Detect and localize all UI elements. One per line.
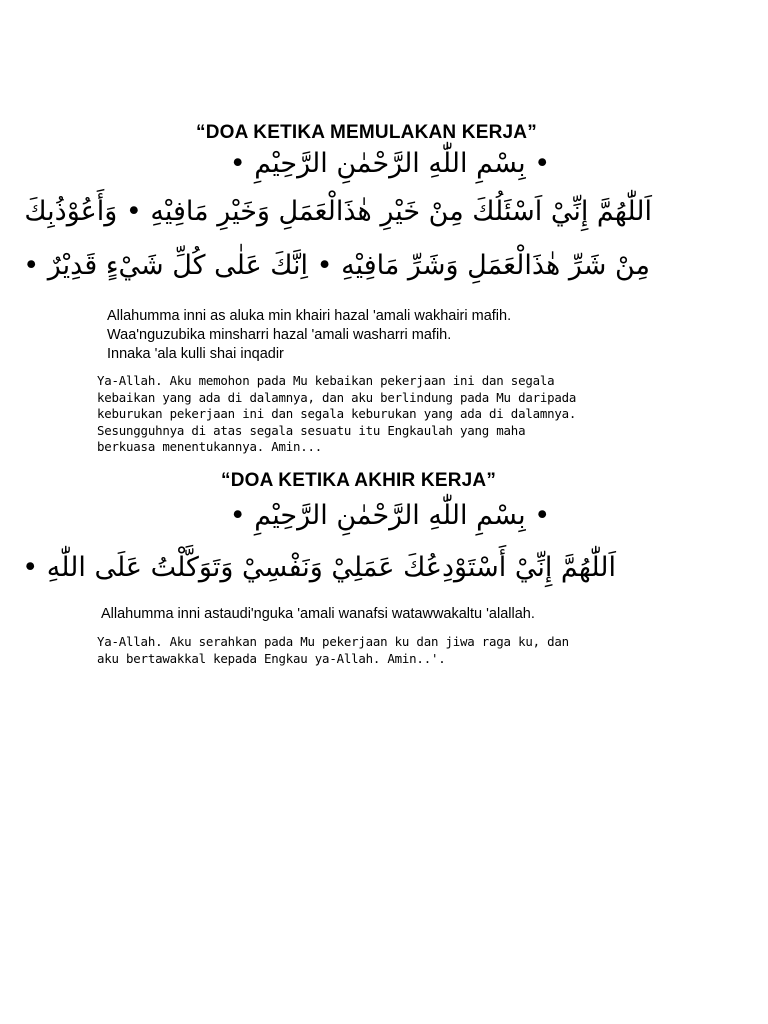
section1-transliteration xyxy=(107,307,511,364)
section2-meaning-line: aku bertawakkal kepada Engkau ya-Allah. Amin..'. xyxy=(97,650,446,666)
section1-transliteration-line: Allahumma inni as aluka min khairi hazal 'amali wakhairi mafih. xyxy=(107,308,512,324)
section2-arabic-bismillah: • بِسْمِ اللّٰهِ الرَّحْمٰنِ الرَّحِيْمِ • xyxy=(229,500,551,531)
section2-meaning-line: Ya-Allah. Aku serahkan pada Mu pekerjaan ku dan jiwa raga ku, dan xyxy=(97,634,569,649)
section1-meaning-line: Sesungguhnya di atas segala sesuatu itu Engkaulah yang maha xyxy=(97,422,526,438)
section1-meaning-line: Ya-Allah. Aku memohon pada Mu kebaikan pekerjaan ini dan segala xyxy=(97,373,555,388)
section1-arabic-line-2: مِنْ شَرِّ هٰذَالْعَمَلِ وَشَرِّ مَافِيْهِ • اِنَّكَ عَلٰى كُلِّ شَيْءٍ قَدِيْرٌ • xyxy=(23,250,650,281)
section2-arabic-line-1: اَللّٰهُمَّ إِنِّيْ أَسْتَوْدِعُكَ عَمَلِيْ وَنَفْسِيْ وَتَوَكَّلْتُ عَلَى اللّٰهِ • xyxy=(22,552,616,583)
section2-transliteration xyxy=(101,605,535,624)
section1-meaning-line: keburukan pekerjaan ini dan segala keburukan yang ada di dalamnya. xyxy=(97,406,577,421)
section2-transliteration-line: Allahumma inni astaudi'nguka 'amali wanafsi watawwakaltu 'alallah. xyxy=(101,606,535,622)
section1-meaning-line: kebaikan yang ada di dalamnya, dan aku berlindung pada Mu daripada xyxy=(97,389,577,405)
section2-meaning xyxy=(97,634,569,667)
section1-arabic-line-1: اَللّٰهُمَّ إِنِّيْ اَسْئَلُكَ مِنْ خَيْرِ هٰذَالْعَمَلِ وَخَيْرِ مَافِيْهِ • وَأَعُوْذُبِكَ xyxy=(24,196,652,227)
section2-title: “DOA KETIKA AKHIR KERJA” xyxy=(221,470,497,491)
section1-transliteration-line: Waa'nguzubika minsharri hazal 'amali washarri mafih. xyxy=(107,327,452,343)
section1-meaning-line: berkuasa menentukannya. Amin... xyxy=(97,439,323,454)
section1-title: “DOA KETIKA MEMULAKAN KERJA” xyxy=(196,122,537,143)
section1-transliteration-line: Innaka 'ala kulli shai inqadir xyxy=(107,346,284,362)
section1-meaning xyxy=(97,373,576,456)
section1-arabic-bismillah: • بِسْمِ اللّٰهِ الرَّحْمٰنِ الرَّحِيْمِ • xyxy=(229,148,551,179)
